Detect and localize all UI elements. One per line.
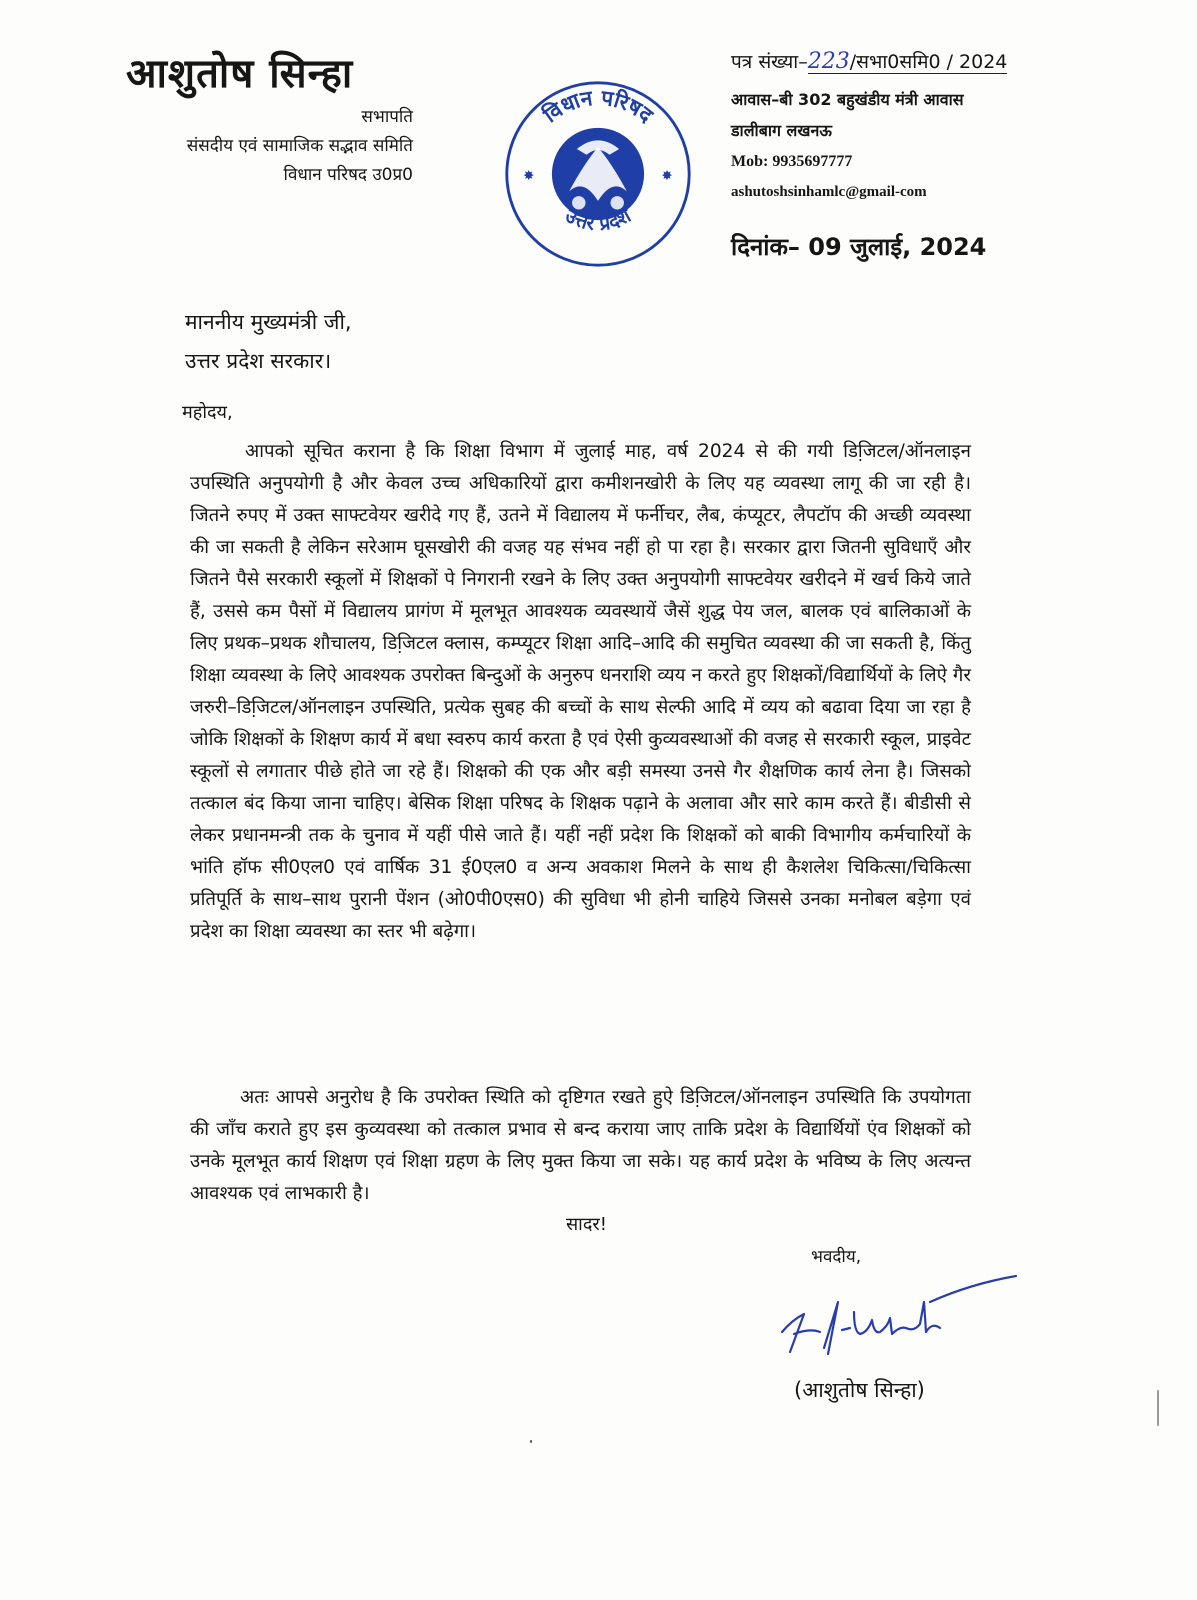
sender-designation: सभापति: [361, 107, 413, 127]
reference-label: पत्र संख्या–: [731, 51, 808, 73]
recipient-line2: उत्तर प्रदेश सरकार।: [185, 349, 332, 373]
address-mobile: Mob: 9935697777: [731, 153, 853, 170]
letter-reference: [731, 48, 1007, 74]
emblem-bottom-text: उत्तर प्रदेश: [561, 203, 635, 236]
sender-address: [731, 84, 964, 208]
emblem-star-right-icon: ✸: [661, 168, 673, 184]
recipient-block: [185, 303, 352, 381]
scan-edge-mark: [1157, 1390, 1159, 1426]
body-paragraph-1: आपको सूचित कराना है कि शिक्षा विभाग में जुलाई माह, वर्ष 2024 से की गयी डिजि़टल/ऑनलाइन उपस्थिति अनुपयोगी है और केवल उच्च अधिकारियों द्वारा कमीशनखोरी के लिए यह व्यवस्था लागू की जा रही है। जितने रुपए में उक्त साफ्टवेयर खरीदे गए हैं, उतने में विद्यालय में फर्नीचर, लैब, कंप्यूटर, लैपटॉप की अच्छी व्यवस्था की जा सकती है लेकिन सरेआम घूसखोरी की वजह यह संभव नहीं हो पा रहा है। सरकार द्वारा जितनी सुविधाएँ और जितने पैसे सरकारी स्कूलों में शिक्षकों पे निगरानी रखने के लिए उक्त अनुपयोगी साफ्टवेयर खरीदने में खर्च किये जाते हैं, उससे कम पैसों में विद्यालय प्रागंण में मूलभूत आवश्यक व्यवस्थायें जैसें शुद्ध पेय जल, बालक एवं बालिकाओं के लिए प्रथक–प्रथक शौचालय, डिजि़टल क्लास, कम्प्यूटर शिक्षा आदि–आदि की समुचित व्यवस्था की जा सकती है, किंतु शिक्षा व्यवस्था के लिऐ आवश्यक उपरोक्त बिन्दुओं के अनुरुप धनराशि व्यय न करते हुए शिक्षकों/विद्यार्थियों के लिऐ गैर जरुरी–डिजि़टल/ऑनलाइन उपस्थिति, प्रत्येक सुबह की बच्चों के साथ सेल्फी आदि में व्यय को बढावा दिया जा रहा है जोकि शिक्षकों के शिक्षण कार्य में बधा स्वरुप कार्य करता है एवं ऐसी कुव्यवस्थाओं की वजह से सरकारी स्कूल, प्राइवेट स्कूलों से लगातार पीछे होते जा रहे हैं। शिक्षको की एक और बड़ी समस्या उनसे गैर शैक्षणिक कार्य लेना है। जिसको तत्काल बंद किया जाना चाहिए। बेसिक शिक्षा परिषद के शिक्षक पढ़ाने के अलावा और सारे काम करते हैं। बीडीसी से लेकर प्रधानमन्त्री तक के चुनाव में यहीं पीसे जाते हैं। यहीं नहीं प्रदेश कि शिक्षकों को बाकी विभागीय कर्मचारियों के भांति हॉफ सी0एल0 एवं वार्षिक 31 ई0एल0 व अन्य अवकाश मिलने के साथ ही कैशलेश चिकित्सा/चिकित्सा प्रतिपूर्ति के साथ–साथ पुरानी पेंशन (ओ0पी0एस0) की सुविधा भी होनी चाहिये जिससे उनका मनोबल बड़ेगा एवं प्रदेश का शिक्षा व्यवस्था का स्तर भी बढ़ेगा।: [190, 441, 971, 942]
letter-date: दिनांक– 09 जुलाई, 2024: [731, 233, 987, 261]
closing-yours: भवदीय,: [811, 1247, 862, 1267]
sender-designation-block: [187, 103, 413, 190]
handwritten-signature: [780, 1262, 1020, 1362]
address-email: ashutoshsinhamlc@gmail-com: [731, 184, 927, 200]
address-line2: डालीबाग लखनऊ: [731, 121, 832, 140]
reference-number: 223: [807, 49, 850, 74]
body-paragraph-2: अतः आपसे अनुरोध है कि उपरोक्त स्थिति को दृष्टिगत रखते हुऐ डिजि़टल/ऑनलाइन उपस्थिति कि उपयोगता की जाँच कराते हुए इस कुव्यवस्था को तत्काल प्रभाव से बन्द कराया जाए ताकि प्रदेश के विद्यार्थियों एंव शिक्षकों को उनके मूलभूत कार्य शिक्षण एवं शिक्षा ग्रहण के लिए मुक्त किया जा सके। यह कार्य प्रदेश के भविष्य के लिए अत्यन्त आवश्यक एवं लाभकारी है।: [190, 1087, 971, 1204]
sender-council: विधान परिषद उ0प्र0: [283, 165, 413, 185]
emblem-top-text: विधान परिषद: [538, 84, 659, 128]
sender-name: आशुतोष सिन्हा: [126, 51, 354, 97]
emblem-star-left-icon: ✸: [523, 168, 535, 184]
address-line1: आवास–बी 302 बहुखंडीय मंत्री आवास: [731, 90, 964, 109]
sender-committee: संसदीय एवं सामाजिक सद्भाव समिति: [186, 136, 413, 156]
signatory-name: (आशुतोष सिन्हा): [794, 1378, 925, 1402]
closing-regards: सादर!: [566, 1214, 607, 1235]
scan-speck: [530, 1440, 532, 1443]
recipient-line1: माननीय मुख्यमंत्री जी,: [185, 310, 352, 334]
reference-suffix: /सभा0समि0 / 2024: [849, 51, 1008, 73]
vidhan-parishad-emblem: [502, 78, 694, 270]
salutation: महोदय,: [182, 402, 233, 423]
